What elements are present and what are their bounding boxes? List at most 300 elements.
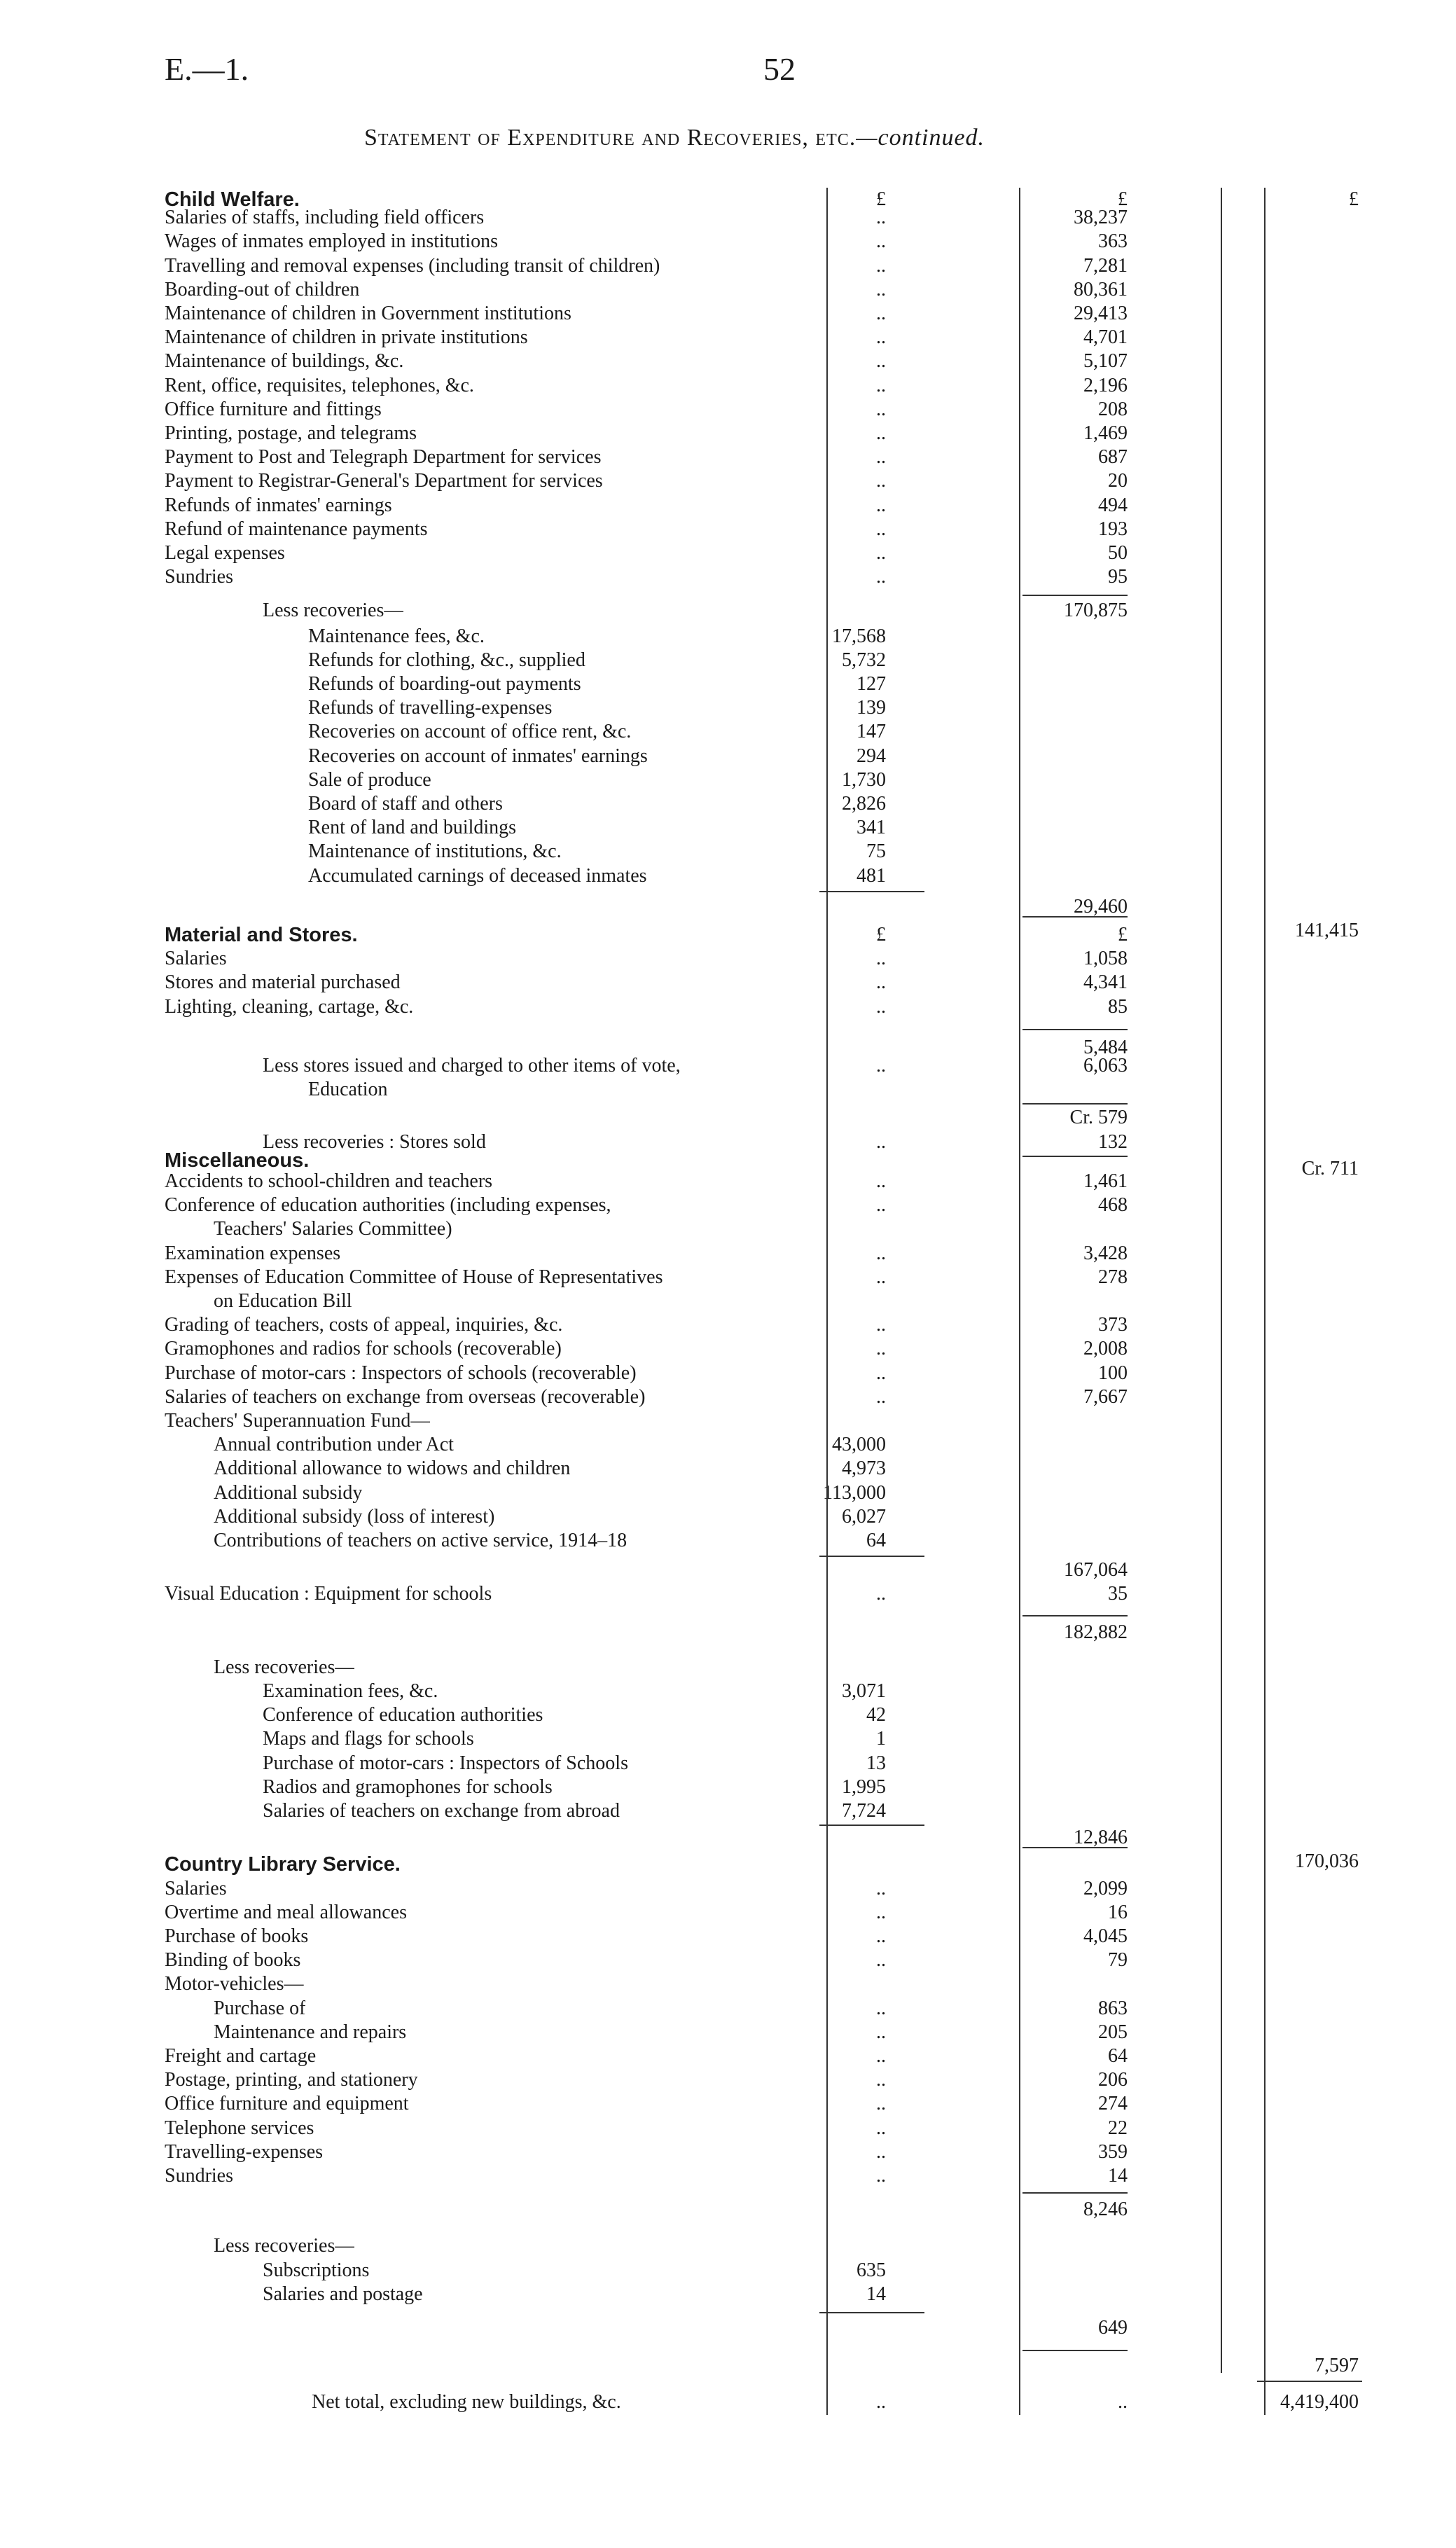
- row-label: Rent of land and buildings: [308, 817, 517, 839]
- row-label: Additional subsidy: [214, 1481, 363, 1504]
- row-label: Recoveries on account of office rent, &c.: [308, 721, 632, 743]
- col2-value: 2,099: [1083, 1877, 1128, 1899]
- col3-value: Cr. 711: [1301, 1157, 1359, 1179]
- col2-value: 863: [1098, 1997, 1128, 2019]
- table-row: [165, 1409, 1355, 1433]
- table-row: [165, 1680, 1355, 1703]
- table-row: [165, 864, 1355, 888]
- table-row: [165, 518, 1355, 541]
- row-label: Conference of education authorities (including expenses,: [165, 1194, 611, 1217]
- row-label: Teachers' Superannuation Fund—: [165, 1410, 431, 1432]
- table-row: [165, 206, 1355, 230]
- rule: [1022, 2350, 1128, 2351]
- col2-value: 29,413: [1074, 303, 1128, 324]
- col1-value: 17,568: [832, 625, 886, 647]
- table-row: [165, 1703, 1355, 1727]
- row-label: Maintenance fees, &c.: [308, 625, 485, 647]
- col1-value: 64: [866, 1530, 886, 1551]
- table-row: [165, 2283, 1355, 2306]
- row-label: Purchase of motor-cars : Inspectors of Schools: [263, 1752, 628, 1774]
- col1-value: ..: [876, 1130, 886, 1153]
- row-label: Additional subsidy (loss of interest): [214, 1505, 495, 1528]
- col2-value: 193: [1098, 518, 1128, 540]
- col1-value: 1,730: [842, 768, 886, 791]
- col1-value: ..: [876, 470, 886, 492]
- col2-value: 1,461: [1083, 1170, 1128, 1192]
- col1-value: ..: [876, 446, 886, 469]
- row-label: Stores and material purchased: [165, 971, 401, 994]
- table-row: [165, 745, 1355, 768]
- table-row: [165, 349, 1355, 373]
- col1-value: ..: [876, 207, 886, 229]
- col1-value: ..: [876, 971, 886, 994]
- table-row: [165, 1775, 1355, 1799]
- col1-value: 42: [866, 1704, 886, 1726]
- row-label: Grading of teachers, costs of appeal, inquiries, &c.: [165, 1314, 563, 1336]
- row-label: Payment to Registrar-General's Department for services: [165, 470, 603, 492]
- table-row: [165, 599, 1355, 623]
- col1-value: 5,732: [842, 649, 886, 671]
- rule: [1257, 2381, 1362, 2382]
- col1-value: 14: [866, 2283, 886, 2305]
- table-row: [165, 1457, 1355, 1481]
- col1-value: ..: [876, 518, 886, 540]
- row-label: Boarding-out of children: [165, 278, 360, 300]
- row-label: Less recoveries—: [214, 1656, 355, 1678]
- rule: [1022, 595, 1128, 596]
- row-label: Board of staff and others: [308, 793, 503, 815]
- table-row: [165, 720, 1355, 744]
- col2-value: 359: [1098, 2140, 1128, 2163]
- rule: [1022, 916, 1128, 918]
- row-label: Purchase of motor-cars : Inspectors of schools (recoverable): [165, 1362, 637, 1384]
- column-rule: [1264, 188, 1266, 2415]
- table-row: [165, 469, 1355, 493]
- table-row: [165, 1106, 1355, 1130]
- col2-value: 7,667: [1083, 1385, 1128, 1408]
- row-label: Child Welfare.: [165, 188, 300, 211]
- col1-value: ..: [876, 2045, 886, 2067]
- col2-value: 494: [1098, 494, 1128, 516]
- col2-value: 20: [1108, 470, 1128, 492]
- table-row: [165, 2164, 1355, 2188]
- col1-value: ..: [876, 1362, 886, 1384]
- table-row: [165, 2117, 1355, 2140]
- col2-value: 12,846: [1074, 1827, 1128, 1849]
- col1-value: 113,000: [823, 1481, 886, 1504]
- rule: [1022, 1029, 1128, 1030]
- row-label: Sale of produce: [308, 768, 431, 791]
- col1-value: ..: [876, 566, 886, 588]
- row-label: Annual contribution under Act: [214, 1434, 454, 1456]
- col2-value: 182,882: [1064, 1621, 1128, 1643]
- col2-value: 35: [1108, 1583, 1128, 1605]
- col1-value: ..: [876, 542, 886, 564]
- row-label: Accidents to school-children and teachers: [165, 1170, 493, 1192]
- col3-value: 4,419,400: [1280, 2391, 1359, 2414]
- col3-value: 7,597: [1315, 2355, 1359, 2377]
- rule: [1022, 2192, 1128, 2194]
- col2-value: 468: [1098, 1194, 1128, 1217]
- col2-value: 29,460: [1074, 895, 1128, 918]
- table-row: [165, 1433, 1355, 1457]
- table-row: [165, 1193, 1355, 1217]
- col2-value: 79: [1108, 1949, 1128, 1972]
- row-label: Sundries: [165, 2165, 233, 2187]
- col1-value: 3,071: [842, 1680, 886, 1702]
- col1-value: ..: [876, 326, 886, 349]
- col1-value: ..: [876, 350, 886, 373]
- table-row: [165, 254, 1355, 278]
- col1-value: 139: [857, 697, 886, 719]
- col2-value: £: [1118, 188, 1128, 210]
- col3-header: £: [1349, 188, 1359, 210]
- col1-value: ..: [876, 1997, 886, 2019]
- column-rule: [1019, 188, 1020, 2415]
- col1-value: ..: [876, 1338, 886, 1360]
- col1-value: ..: [876, 303, 886, 324]
- col2-value: 649: [1098, 2317, 1128, 2339]
- col1-value: ..: [876, 1170, 886, 1192]
- row-label: Education: [308, 1079, 388, 1101]
- col3-value: 170,036: [1295, 1850, 1359, 1873]
- table-row: [165, 398, 1355, 422]
- row-label: Net total, excluding new buildings, &c.: [312, 2391, 621, 2414]
- col2-value: 363: [1098, 230, 1128, 253]
- row-label: Binding of books: [165, 1949, 301, 1972]
- col1-value: ..: [876, 1925, 886, 1947]
- col2-value: 7,281: [1083, 254, 1128, 277]
- col2-value: 208: [1098, 398, 1128, 420]
- col2-value: 22: [1108, 2117, 1128, 2139]
- section-heading: [165, 1149, 1355, 1172]
- table-row: [165, 1242, 1355, 1266]
- table-row: [165, 971, 1355, 995]
- table-row: [165, 895, 1355, 919]
- table-row: [165, 1972, 1355, 1996]
- table-row: [165, 230, 1355, 254]
- table-row: [165, 565, 1355, 589]
- row-label: Office furniture and equipment: [165, 2093, 409, 2115]
- row-label: Salaries of teachers on exchange from overseas (recoverable): [165, 1385, 646, 1408]
- rule: [819, 891, 924, 892]
- table-row: [165, 2068, 1355, 2092]
- col1-value: ..: [876, 1385, 886, 1408]
- col2-value: 8,246: [1083, 2199, 1128, 2221]
- col1-value: 1: [876, 1728, 886, 1750]
- col1-value: ..: [876, 254, 886, 277]
- table-row: [165, 649, 1355, 672]
- col1-value: ..: [876, 1901, 886, 1923]
- table-row: [165, 1217, 1355, 1241]
- section-heading: [165, 923, 1355, 947]
- col1-value: ..: [876, 2117, 886, 2139]
- table-row: [165, 1826, 1355, 1850]
- col2-value: 3,428: [1083, 1242, 1128, 1264]
- page-title: [364, 125, 985, 151]
- col1-value: 43,000: [832, 1434, 886, 1456]
- table-row: [165, 1582, 1355, 1606]
- col2-value: 38,237: [1074, 207, 1128, 229]
- table-row: [165, 840, 1355, 864]
- row-label: Salaries: [165, 1877, 227, 1899]
- table-row: [165, 1656, 1355, 1680]
- column-rule: [1221, 188, 1222, 2373]
- col1-value: 7,724: [842, 1800, 886, 1822]
- table-row: [165, 1078, 1355, 1102]
- row-label: Less recoveries—: [214, 2235, 355, 2257]
- table-row: [165, 1266, 1355, 1289]
- row-label: Refunds for clothing, &c., supplied: [308, 649, 585, 671]
- col1-value: ..: [876, 2069, 886, 2091]
- col1-value: ..: [876, 422, 886, 444]
- table-row: [165, 1362, 1355, 1385]
- row-label: Contributions of teachers on active service, 1914–18: [214, 1530, 628, 1551]
- table-row: [165, 2021, 1355, 2044]
- column-rule: [826, 188, 828, 2415]
- col1-value: ..: [876, 1314, 886, 1336]
- col3-value: 141,415: [1295, 920, 1359, 941]
- col2-value: 2,008: [1083, 1338, 1128, 1360]
- row-label: Sundries: [165, 566, 233, 588]
- col1-value: 147: [857, 721, 886, 743]
- col2-value: 5,107: [1083, 350, 1128, 373]
- col2-value: 64: [1108, 2045, 1128, 2067]
- table-row: [165, 1799, 1355, 1823]
- row-label: Maintenance of institutions, &c.: [308, 840, 562, 863]
- col2-value: 4,701: [1083, 326, 1128, 349]
- table-row: [165, 696, 1355, 720]
- col2-value: 373: [1098, 1314, 1128, 1336]
- rule: [819, 2312, 924, 2313]
- col1-value: ..: [876, 1583, 886, 1605]
- table-row: [165, 445, 1355, 469]
- table-row: [165, 326, 1355, 349]
- table-row: [165, 2234, 1355, 2258]
- col2-value: 16: [1108, 1901, 1128, 1923]
- col1-value: 127: [857, 673, 886, 695]
- col1-value: ..: [876, 374, 886, 396]
- col2-value: £: [1118, 924, 1128, 946]
- col1-value: ..: [876, 398, 886, 420]
- table-row: [165, 1505, 1355, 1529]
- rule: [819, 1556, 924, 1557]
- col2-value: 50: [1108, 542, 1128, 564]
- row-label: Salaries and postage: [263, 2283, 423, 2305]
- row-label: Maintenance and repairs: [214, 2021, 407, 2043]
- row-label: Country Library Service.: [165, 1853, 401, 1876]
- title-continued: —continued.: [856, 125, 985, 151]
- table-row: [165, 494, 1355, 518]
- row-label: Freight and cartage: [165, 2045, 317, 2067]
- row-label: Printing, postage, and telegrams: [165, 422, 417, 444]
- col2-value: 274: [1098, 2093, 1128, 2115]
- row-label: Purchase of: [214, 1997, 306, 2019]
- table-row: [165, 422, 1355, 445]
- table-row: [165, 1289, 1355, 1313]
- col2-value: 687: [1098, 446, 1128, 469]
- row-label: Maintenance of children in Government institutions: [165, 303, 571, 324]
- row-label: Rent, office, requisites, telephones, &c.: [165, 374, 474, 396]
- row-label: Legal expenses: [165, 542, 285, 564]
- row-label: Refunds of boarding-out payments: [308, 673, 581, 695]
- table-row: [165, 2092, 1355, 2116]
- col2-value: 2,196: [1083, 374, 1128, 396]
- section-heading: [165, 1853, 1355, 1876]
- col1-value: ..: [876, 278, 886, 300]
- row-label: Motor-vehicles—: [165, 1973, 304, 1995]
- title-main: Statement of Expenditure and Recoveries, etc.: [364, 125, 857, 151]
- table-row: [165, 672, 1355, 696]
- col2-value: 80,361: [1074, 278, 1128, 300]
- col1-value: ..: [876, 1877, 886, 1899]
- row-label: Radios and gramophones for schools: [263, 1775, 553, 1798]
- row-label: Material and Stores.: [165, 924, 358, 946]
- col2-value: ..: [1118, 2391, 1128, 2414]
- row-label: Gramophones and radios for schools (recoverable): [165, 1338, 562, 1360]
- col2-value: 4,045: [1083, 1925, 1128, 1947]
- row-label: Travelling-expenses: [165, 2140, 324, 2163]
- col2-value: 205: [1098, 2021, 1128, 2043]
- col2-value: 132: [1098, 1130, 1128, 1153]
- col1-value: £: [876, 188, 886, 210]
- col1-value: 481: [857, 864, 886, 887]
- col2-value: 1,469: [1083, 422, 1128, 444]
- row-label: Salaries: [165, 948, 227, 970]
- row-label: Visual Education : Equipment for schools: [165, 1583, 492, 1605]
- row-label: Maintenance of buildings, &c.: [165, 350, 404, 373]
- table-row: [165, 1752, 1355, 1775]
- rule: [1022, 1103, 1128, 1105]
- col1-value: 75: [866, 840, 886, 863]
- col2-value: 1,058: [1083, 948, 1128, 970]
- rule: [1022, 1615, 1128, 1616]
- col1-value: ..: [876, 948, 886, 970]
- col1-value: ..: [876, 2140, 886, 2163]
- col2-value: 170,875: [1064, 600, 1128, 622]
- col1-value: ..: [876, 995, 886, 1018]
- row-label: Examination fees, &c.: [263, 1680, 438, 1702]
- table-row: [165, 2316, 1355, 2340]
- col1-value: 2,826: [842, 793, 886, 815]
- table-row: [165, 1170, 1355, 1193]
- table-row: [165, 947, 1355, 971]
- col2-value: 14: [1108, 2165, 1128, 2187]
- col1-value: ..: [876, 494, 886, 516]
- table-row: [165, 1901, 1355, 1925]
- table-row: [165, 1385, 1355, 1409]
- row-label: Salaries of teachers on exchange from abroad: [263, 1800, 620, 1822]
- table-row: [165, 1997, 1355, 2021]
- row-label: Maps and flags for schools: [263, 1728, 474, 1750]
- table-row: [165, 816, 1355, 840]
- table-row: [165, 2044, 1355, 2068]
- row-label: Recoveries on account of inmates' earnings: [308, 745, 648, 767]
- col1-value: ..: [876, 1242, 886, 1264]
- col2-value: 167,064: [1064, 1559, 1128, 1581]
- row-label: Miscellaneous.: [165, 1149, 310, 1172]
- row-label: Examination expenses: [165, 1242, 341, 1264]
- table-row: [165, 1313, 1355, 1337]
- row-label: Less stores issued and charged to other items of vote,: [263, 1055, 681, 1076]
- row-label: Telephone services: [165, 2117, 314, 2139]
- page-number: 52: [763, 51, 796, 87]
- col1-value: ..: [876, 2391, 886, 2414]
- row-label: Conference of education authorities: [263, 1704, 543, 1726]
- row-label: Refunds of travelling-expenses: [308, 697, 553, 719]
- row-label: Office furniture and fittings: [165, 398, 382, 420]
- table-row: [165, 2390, 1359, 2414]
- row-label: Less recoveries—: [263, 600, 404, 622]
- col1-value: ..: [876, 2021, 886, 2043]
- col2-value: 100: [1098, 1362, 1128, 1384]
- table-row: [165, 1054, 1355, 1078]
- table-row: [165, 792, 1355, 816]
- row-label: Expenses of Education Committee of House of Representatives: [165, 1266, 663, 1288]
- col1-value: 1,995: [842, 1775, 886, 1798]
- row-label: Maintenance of children in private institutions: [165, 326, 528, 349]
- col1-value: 635: [857, 2259, 886, 2281]
- row-label: Salaries of staffs, including field officers: [165, 207, 485, 229]
- table-row: [165, 1925, 1355, 1948]
- col2-value: 206: [1098, 2069, 1128, 2091]
- table-row: [165, 625, 1355, 649]
- table-row: [165, 278, 1355, 302]
- row-label: Purchase of books: [165, 1925, 309, 1947]
- row-label: Additional allowance to widows and children: [214, 1458, 571, 1480]
- table-row: [165, 1948, 1355, 1972]
- col1-value: 6,027: [842, 1505, 886, 1528]
- table-row: [165, 768, 1355, 792]
- col2-value: Cr. 579: [1069, 1107, 1128, 1129]
- col1-value: ..: [876, 1266, 886, 1288]
- table-row: [165, 2354, 1359, 2378]
- table-row: [165, 2198, 1355, 2222]
- col2-value: 85: [1108, 995, 1128, 1018]
- col1-value: 13: [866, 1752, 886, 1774]
- row-label: Teachers' Salaries Committee): [214, 1218, 452, 1240]
- table-row: [165, 302, 1355, 326]
- row-label: Postage, printing, and stationery: [165, 2069, 418, 2091]
- row-label: Accumulated carnings of deceased inmates: [308, 864, 647, 887]
- col2-value: 5,484: [1083, 1036, 1128, 1058]
- col2-value: 95: [1108, 566, 1128, 588]
- table-row: [165, 1558, 1355, 1582]
- row-label: Less recoveries : Stores sold: [263, 1130, 486, 1153]
- col1-value: ..: [876, 1194, 886, 1217]
- row-label: Overtime and meal allowances: [165, 1901, 407, 1923]
- row-label: Subscriptions: [263, 2259, 370, 2281]
- col2-value: 278: [1098, 1266, 1128, 1288]
- col1-value: ..: [876, 2093, 886, 2115]
- table-row: [165, 995, 1355, 1019]
- col1-value: ..: [876, 1055, 886, 1076]
- row-label: on Education Bill: [214, 1290, 352, 1312]
- table-row: [165, 1727, 1355, 1751]
- row-label: Travelling and removal expenses (including transit of children): [165, 254, 660, 277]
- row-label: Wages of inmates employed in institutions: [165, 230, 499, 253]
- table-row: [165, 1621, 1355, 1645]
- row-label: Refunds of inmates' earnings: [165, 494, 392, 516]
- col1-value: ..: [876, 1949, 886, 1972]
- col1-value: 294: [857, 745, 886, 767]
- table-row: [165, 1529, 1355, 1553]
- table-row: [165, 374, 1355, 398]
- table-row: [165, 1337, 1355, 1361]
- row-label: Refund of maintenance payments: [165, 518, 428, 540]
- col1-value: ..: [876, 230, 886, 253]
- table-row: [165, 1877, 1355, 1901]
